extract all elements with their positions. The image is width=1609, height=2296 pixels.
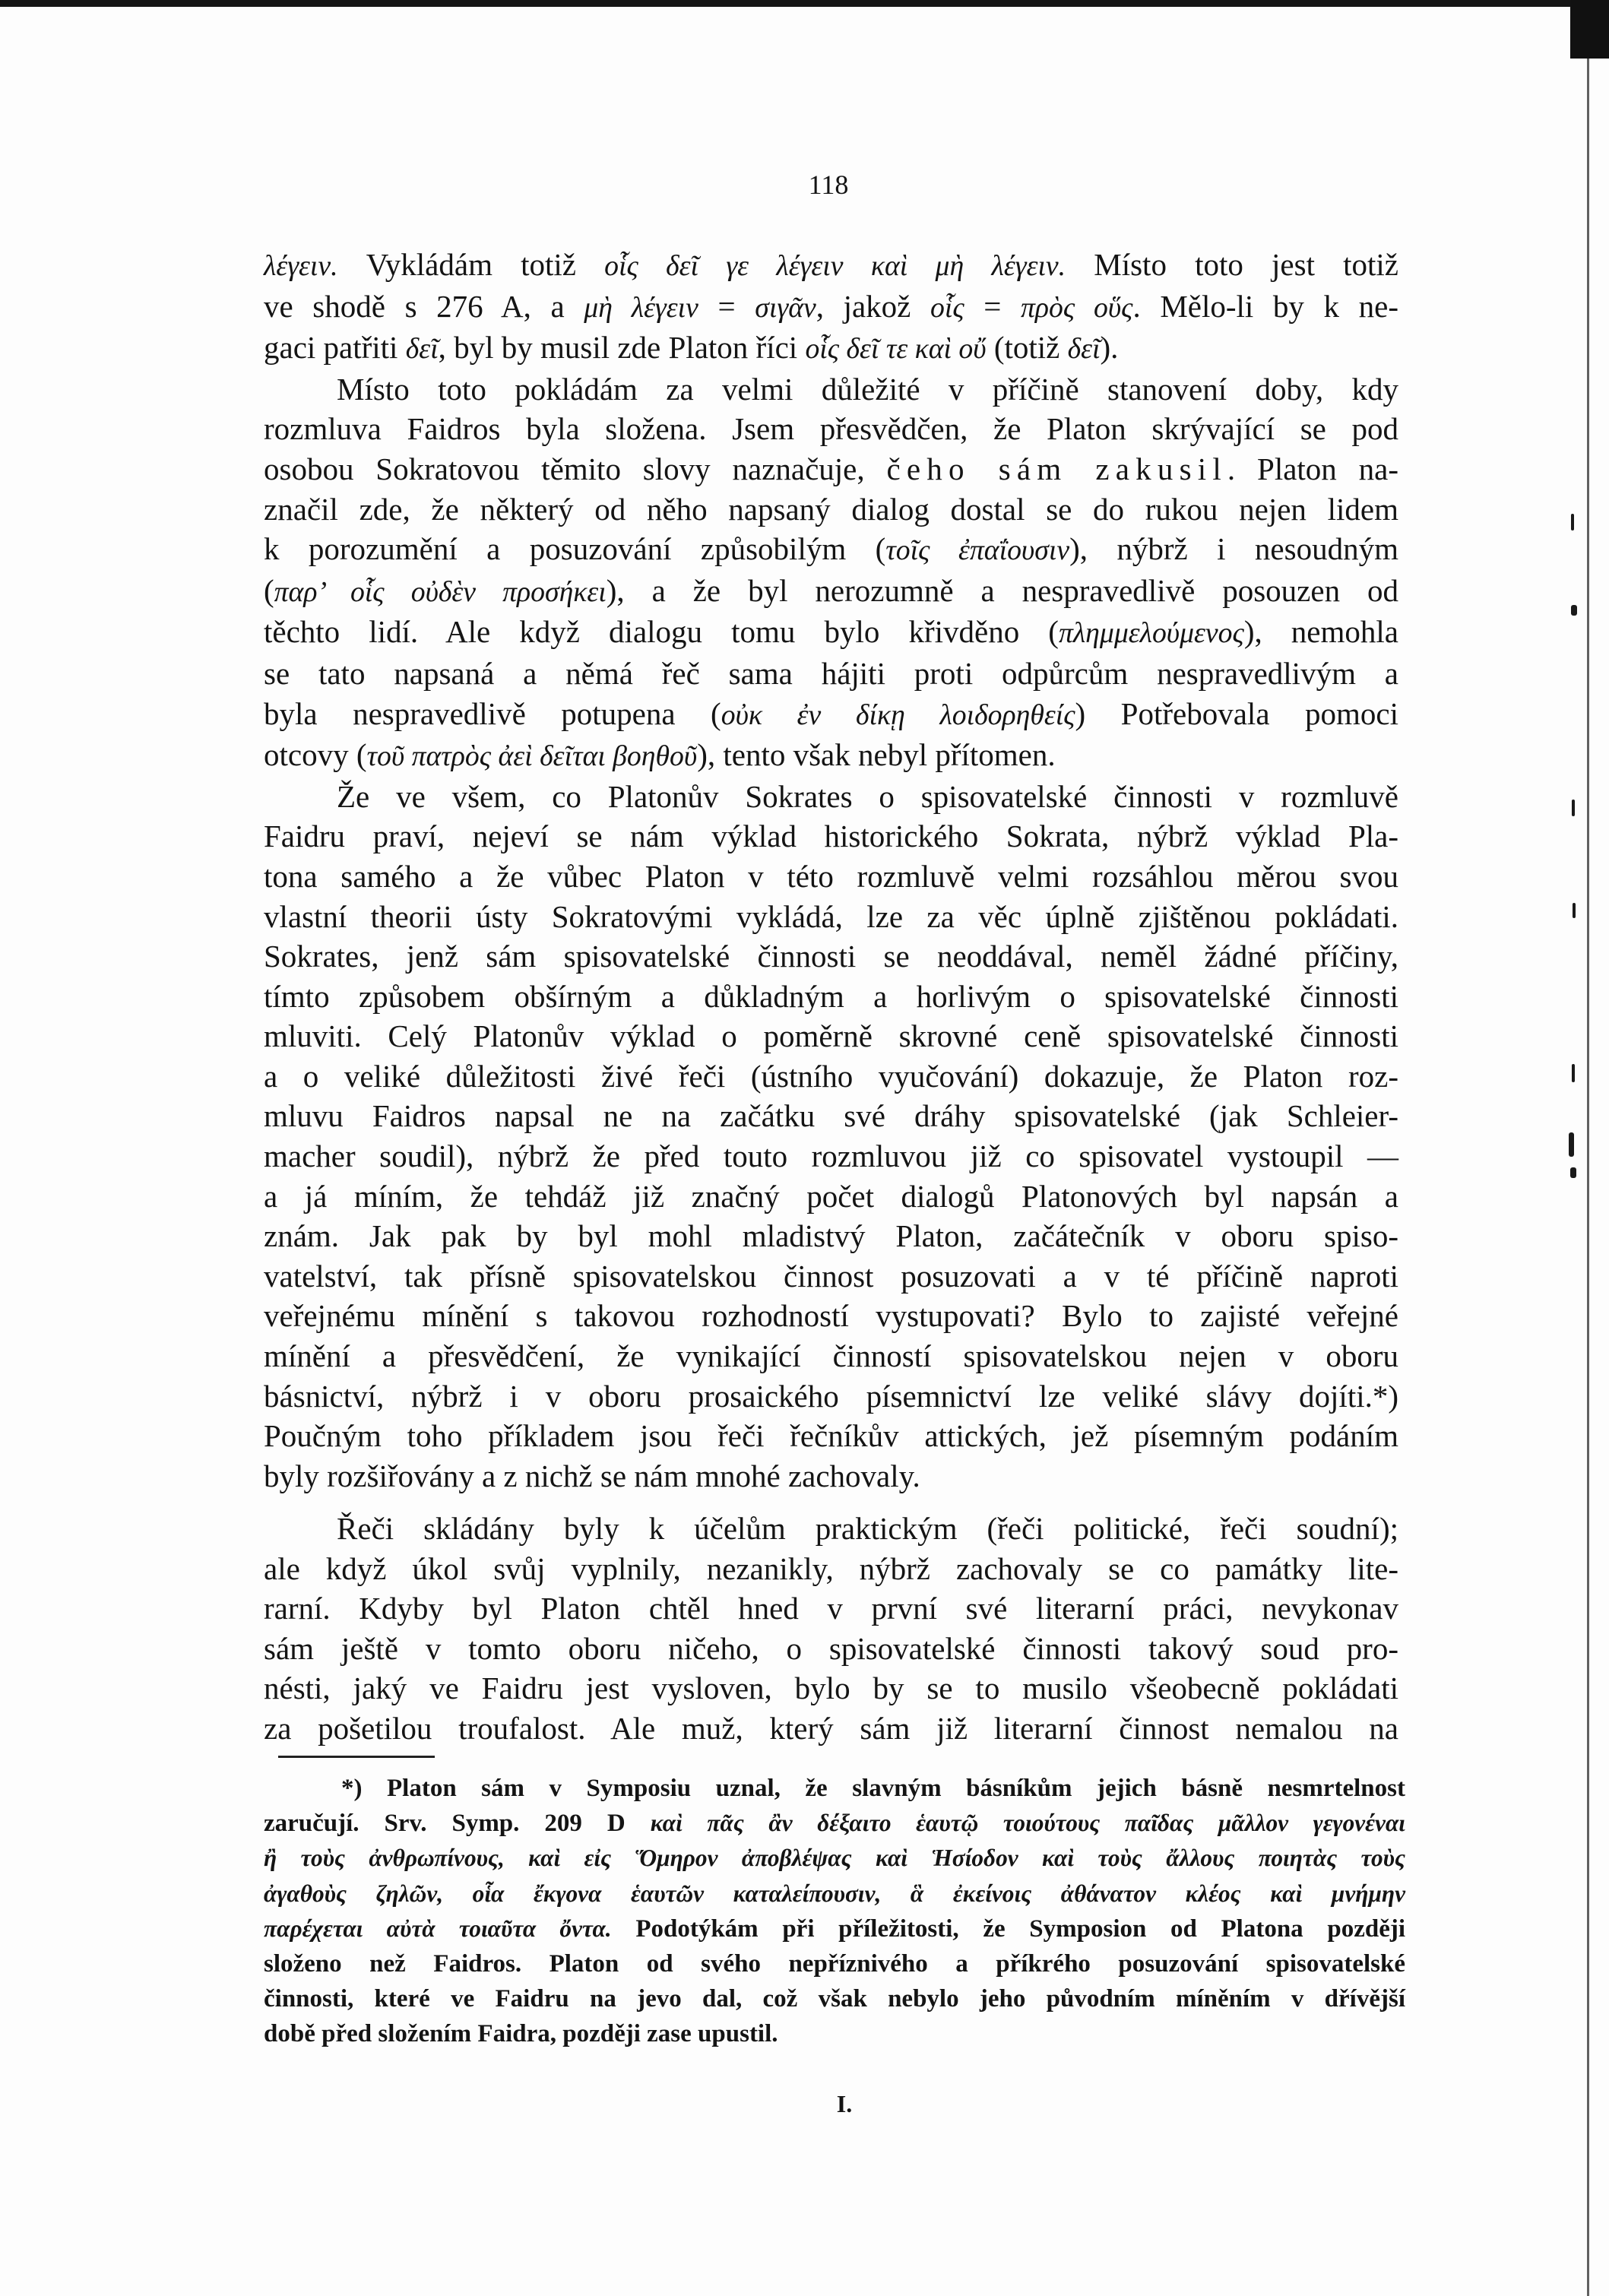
text-line — [264, 1629, 1398, 1669]
text-line — [264, 1876, 1405, 1911]
text-line — [264, 369, 1398, 410]
text-line — [264, 1416, 1398, 1456]
text-run: byla nespravedlivě potupena ( — [264, 695, 721, 731]
text-run: době před složením Faidra, později zase upustil. — [264, 2020, 778, 2048]
text-line — [264, 571, 1398, 613]
text-run: = — [698, 288, 755, 324]
text-run: ), nemohla — [1243, 614, 1398, 650]
text-run: = — [964, 288, 1021, 324]
text-run: osobou Sokratovou těmito slovy naznačuje, — [264, 451, 887, 486]
text-run: těchto lidí. Ale když dialogu tomu bylo křivděno ( — [264, 614, 1059, 650]
text-run: , byl by musil zde Platon říci — [438, 330, 806, 366]
greek-quote: παρέχεται αὐτὰ τοιαῦτα ὄντα. — [264, 1914, 612, 1942]
text-run: Řeči skládány byly k účelům praktickým (řeči politické, řeči soudní); — [337, 1511, 1398, 1546]
text-run: zaručují. Srv. Symp. 209 D — [264, 1810, 651, 1838]
text-line — [264, 1911, 1405, 1946]
text-run: gaci patřiti — [264, 330, 406, 366]
scan-corner-shadow — [1570, 0, 1609, 59]
text-line — [264, 1256, 1398, 1297]
scan-speck — [1572, 1064, 1575, 1082]
text-run: ), a že byl nerozumně a nespravedlivě posouzen od — [606, 572, 1398, 608]
text-line — [264, 977, 1398, 1017]
paragraph — [264, 777, 1398, 1496]
text-run: . Platon na- — [1227, 451, 1398, 486]
text-line — [264, 449, 1398, 489]
text-run: vlastní theorii ústy Sokratovými vykládá, lze za věc úplně zjištěnou pokládati. — [264, 898, 1398, 934]
text-line — [264, 1296, 1398, 1336]
text-run: ale když úkol svůj vyplnily, nezanikly, nýbrž zachovaly se co památky lite- — [264, 1550, 1398, 1586]
greek-quote: τοῦ πατρὸς ἀεὶ δεῖται βοηθοῦ — [366, 740, 698, 773]
text-line — [264, 1336, 1398, 1376]
greek-quote: σιγᾶν — [755, 291, 816, 324]
scan-speck — [1573, 903, 1576, 918]
text-run: byly rozšiřovány a z nichž se nám mnohé zachovaly. — [264, 1458, 920, 1493]
text-run: Vykládám totiž — [337, 247, 605, 282]
text-run: , jakož — [816, 288, 930, 324]
text-run: sám ještě v tomto oboru ničeho, o spisovatelské činnosti takový soud pro- — [264, 1630, 1398, 1666]
text-run: Poučným toho příkladem jsou řeči řečníkův attických, jež písemným podáním — [264, 1418, 1398, 1454]
page-number: 118 — [808, 169, 849, 200]
text-run: Místo toto pokládám za velmi důležité v příčině stanovení doby, kdy — [337, 371, 1398, 407]
text-line — [264, 612, 1398, 654]
greek-quote: οἷς δεῖ τε καὶ οὔ — [805, 333, 987, 366]
scan-speck — [1571, 605, 1577, 616]
text-run: za pošetilou troufalost. Ale muž, který sám již literarní činnost nemalou na — [264, 1710, 1398, 1746]
text-line — [264, 654, 1398, 694]
scan-speck — [1570, 1167, 1576, 1178]
text-line — [264, 816, 1398, 857]
text-run: ). — [1100, 330, 1119, 366]
text-run: tímto způsobem obšírným a důkladným a horlivým o spisovatelské činnosti — [264, 978, 1398, 1014]
text-line — [264, 1841, 1405, 1876]
text-line — [264, 777, 1398, 817]
greek-quote: οἷς δεῖ γε λέγειν καὶ μὴ λέγειν. — [604, 250, 1066, 282]
text-run: macher soudil), nýbrž že před touto rozmluvou již co spisovatel vystoupil — — [264, 1138, 1398, 1174]
text-line — [264, 1981, 1405, 2016]
greek-quote: πλημμελούμενος — [1058, 617, 1244, 650]
text-line — [264, 1509, 1398, 1549]
text-run: . Mělo-li by k ne- — [1132, 288, 1398, 324]
text-line — [264, 1056, 1398, 1097]
paragraph-continued — [264, 245, 1398, 369]
paragraph-continues — [264, 1509, 1398, 1749]
text-run: se tato napsaná a němá řeč sama hájiti proti odpůrcům nespravedlivým a — [264, 655, 1398, 691]
scan-speck — [1571, 514, 1574, 530]
greek-quote: οὐκ ἐν δίκῃ λοιδορηθείς — [721, 698, 1075, 731]
text-line — [264, 245, 1398, 287]
text-run: veřejnému mínění s takovou rozhodností vystupovati? Bylo to zajisté veřejné — [264, 1298, 1398, 1334]
text-run: nésti, jaký ve Faidru jest vysloven, bylo by se to musilo všeobecně pokládati — [264, 1671, 1398, 1706]
text-run: ) Potřebovala pomoci — [1075, 695, 1398, 731]
greek-quote: παρ’ οἷς οὐδὲν προσήκει — [274, 575, 607, 608]
spaced-emphasis: čeho sám zakusil — [886, 451, 1227, 486]
text-run: mluvu Faidros napsal ne na začátku své dráhy spisovatelské (jak Schleier- — [264, 1098, 1398, 1134]
text-line — [264, 1549, 1398, 1589]
text-run: Faidru praví, nejeví se nám výklad historického Sokrata, nýbrž výklad Pla- — [264, 819, 1398, 854]
text-line — [264, 2016, 1405, 2051]
footnote — [264, 1771, 1405, 2052]
text-line — [264, 1177, 1398, 1217]
text-run: Místo toto jest totiž — [1066, 247, 1398, 282]
footnote-rule — [278, 1756, 435, 1758]
text-run: Sokrates, jenž sám spisovatelské činnosti se neoddával, neměl žádné příčiny, — [264, 939, 1398, 974]
greek-quote: οἷς — [930, 291, 964, 324]
text-line — [264, 694, 1398, 736]
greek-quote: ἢ τοὺς ἀνθρωπίνους, καὶ εἰς Ὅμηρον ἀποβλέψας καὶ Ἡσίοδον καὶ τοὺς ἄλλους ποιητὰς τοὺς — [264, 1845, 1405, 1872]
text-run: otcovy ( — [264, 737, 367, 773]
text-run: (totiž — [986, 330, 1068, 366]
text-line — [264, 1946, 1405, 1981]
text-run: mínění a přesvědčení, že vynikající činností spisovatelskou nejen v oboru — [264, 1338, 1398, 1374]
greek-quote: λέγειν. — [264, 250, 338, 282]
text-run: značil zde, že některý od něho napsaný dialog dostal se do rukou nejen lidem — [264, 491, 1398, 527]
text-line — [264, 1709, 1398, 1749]
scan-right-edge — [1587, 59, 1589, 2296]
text-line — [264, 409, 1398, 449]
text-line — [264, 1806, 1405, 1841]
text-line — [264, 328, 1398, 369]
text-run: a o veliké důležitosti živé řeči (ústního vyučování) dokazuje, že Platon roz- — [264, 1058, 1398, 1094]
scan-speck — [1572, 800, 1575, 816]
text-run: vatelství, tak přísně spisovatelskou činnost posuzovati a v té příčině naproti — [264, 1258, 1398, 1294]
text-line — [264, 1216, 1398, 1256]
greek-quote: πρὸς οὕς — [1021, 291, 1133, 324]
text-line — [264, 489, 1398, 530]
text-run: složeno než Faidros. Platon od svého nepříznivého a příkrého posuzování spisovatelské — [264, 1950, 1405, 1978]
text-run: *) Platon sám v Symposiu uznal, že slavným básníkům jejich básně nesmrtelnost — [341, 1775, 1405, 1802]
text-line — [264, 1668, 1398, 1709]
text-run: rarní. Kdyby byl Platon chtěl hned v první své literarní práci, nevykonav — [264, 1591, 1398, 1626]
scan-speck — [1569, 1132, 1574, 1157]
greek-quote: τοῖς ἐπαΐουσιν — [885, 534, 1070, 567]
text-line — [264, 1016, 1398, 1056]
text-run: ), tento však nebyl přítomen. — [697, 737, 1056, 773]
text-line — [264, 1096, 1398, 1136]
scan-top-edge — [0, 0, 1609, 7]
text-line — [264, 529, 1398, 571]
text-run: ( — [264, 572, 274, 608]
greek-quote: καὶ πᾶς ἂν δέξαιτο ἑαυτῷ τοιούτους παῖδας μᾶλλον γεγονέναι — [650, 1810, 1405, 1837]
text-run: básnictví, nýbrž i v oboru prosaického písemnictví lze veliké slávy dojíti.*) — [264, 1378, 1398, 1414]
text-run: Podotýkám při příležitosti, že Symposion od Platona později — [611, 1914, 1405, 1943]
greek-quote: δεῖ — [1067, 333, 1101, 366]
greek-quote: δεῖ — [405, 333, 439, 366]
text-line — [264, 1136, 1398, 1177]
greek-quote: μὴ λέγειν — [584, 291, 698, 324]
signature-mark: I. — [836, 2090, 853, 2117]
text-run: a já míním, že tehdáž již značný počet dialogů Platonových byl napsán a — [264, 1178, 1398, 1214]
paragraph — [264, 369, 1398, 777]
text-run: činnosti, které ve Faidru na jevo dal, což však nebylo jeho původním míněním v dřívější — [264, 1985, 1405, 2013]
text-run: k porozumění a posuzování způsobilým ( — [264, 531, 886, 567]
text-line — [264, 1588, 1398, 1629]
text-run: znám. Jak pak by byl mohl mladistvý Platon, začátečník v oboru spiso- — [264, 1218, 1398, 1254]
text-line — [264, 735, 1398, 777]
text-line — [264, 936, 1398, 977]
text-run: Že ve všem, co Platonův Sokrates o spisovatelské činnosti v rozmluvě — [337, 778, 1398, 814]
text-line — [264, 1456, 1398, 1496]
text-run: tona samého a že vůbec Platon v této rozmluvě velmi rozsáhlou měrou svou — [264, 858, 1398, 894]
text-line — [264, 857, 1398, 897]
greek-quote: ἀγαθοὺς ζηλῶν, οἷα ἔκγονα ἑαυτῶν καταλείπουσιν, ἃ ἐκείνοις ἀθάνατον κλέος καὶ μνήμην — [264, 1880, 1405, 1907]
text-run: rozmluva Faidros byla složena. Jsem přesvědčen, že Platon skrývající se pod — [264, 411, 1398, 447]
text-line — [264, 1771, 1405, 1806]
text-run: mluviti. Celý Platonův výklad o poměrně skrovné ceně spisovatelské činnosti — [264, 1018, 1398, 1054]
text-line — [264, 287, 1398, 328]
text-run: ve shodě s 276 A, a — [264, 288, 584, 324]
body-text — [264, 245, 1398, 1749]
text-line — [264, 897, 1398, 937]
text-run: ), nýbrž i nesoudným — [1069, 531, 1398, 567]
text-line — [264, 1376, 1398, 1417]
